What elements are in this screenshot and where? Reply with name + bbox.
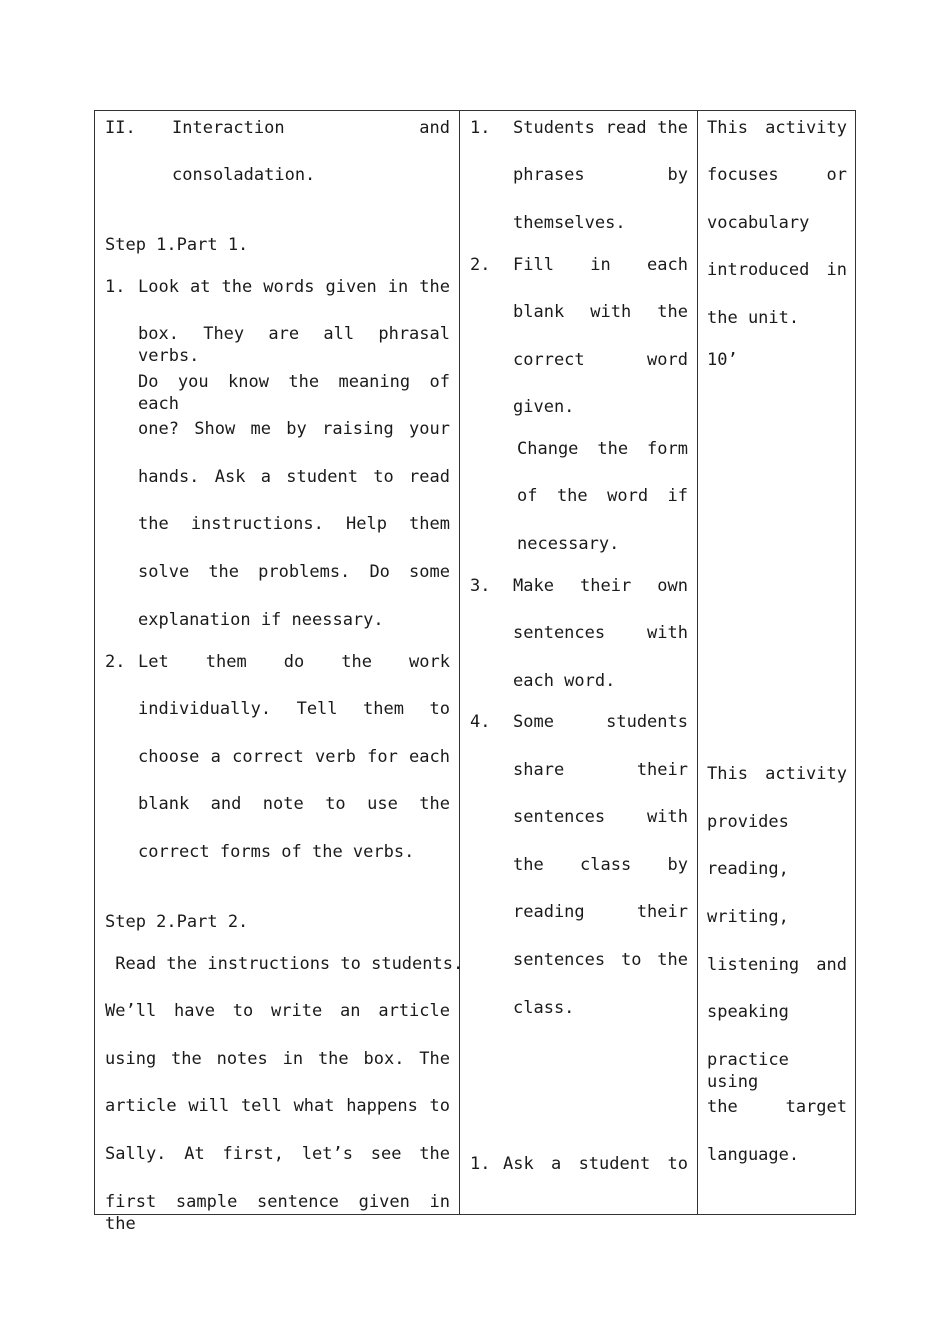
student-activity-column <box>460 111 698 1214</box>
item4-line: sentences with <box>513 807 688 827</box>
note1-line: vocabulary <box>707 213 810 233</box>
paragraph-line: We’ll have to write an article <box>105 1001 450 1021</box>
item5-line: Ask a student to <box>503 1154 688 1174</box>
step2-heading: Step 2.Part 2. <box>105 912 249 932</box>
item-number: 3. <box>470 576 491 596</box>
item-number: 4. <box>470 712 491 732</box>
item3-line: Make their own <box>513 576 688 596</box>
item2-line: correct forms of the verbs. <box>138 842 415 862</box>
item1-line: the instructions. Help them <box>138 514 450 534</box>
note2-line: practice using <box>707 1050 789 1092</box>
note1-line: focuses or <box>707 165 847 185</box>
item4-line: sentences to the <box>513 950 688 970</box>
item2-line: blank with the <box>513 302 688 322</box>
paragraph-line: Read the instructions to students. <box>105 954 464 974</box>
note2-line: writing, <box>707 907 789 927</box>
item1-line: hands. Ask a student to read <box>138 467 450 487</box>
time-allocation: 10’ <box>707 350 738 370</box>
section-title-word: and <box>419 118 450 138</box>
item4-line: class. <box>513 998 575 1018</box>
item2-line: given. <box>513 397 575 417</box>
item1-line: Do you know the meaning of each <box>138 372 450 414</box>
item1-line: Students read the <box>513 118 688 138</box>
note2-line: the target <box>707 1097 847 1117</box>
item4-line: reading their <box>513 902 688 922</box>
section-title-word: Interaction <box>172 118 285 138</box>
item2-line: blank and note to use the <box>138 794 450 814</box>
item1-line: solve the problems. Do some <box>138 562 450 582</box>
paragraph-line: first sample sentence given in the <box>105 1192 450 1234</box>
change-line: of the word if <box>517 486 688 506</box>
item1-line: themselves. <box>513 213 626 233</box>
note2-line: This activity <box>707 764 847 784</box>
item-number: 1. <box>470 118 491 138</box>
item2-line: individually. Tell them to <box>138 699 450 719</box>
note2-line: listening and <box>707 955 847 975</box>
change-line: necessary. <box>517 534 620 554</box>
item-number: 1. <box>105 277 126 297</box>
item1-line: one? Show me by raising your <box>138 419 450 439</box>
note2-line: provides <box>707 812 789 832</box>
paragraph-line: article will tell what happens to <box>105 1096 450 1116</box>
note2-line: language. <box>707 1145 800 1165</box>
note1-line: the unit. <box>707 308 800 328</box>
change-line: Change the form <box>517 439 688 459</box>
step1-heading: Step 1.Part 1. <box>105 235 249 255</box>
note1-line: This activity <box>707 118 847 138</box>
item1-line: Look at the words given in the <box>138 277 450 297</box>
section-title-continued: consoladation. <box>172 165 316 185</box>
section-number: II. <box>105 118 136 138</box>
item1-line: phrases by <box>513 165 688 185</box>
teacher-activity-column <box>95 111 464 1234</box>
item4-line: share their <box>513 760 688 780</box>
item-number: 1. <box>470 1154 491 1174</box>
purpose-column <box>698 111 856 1214</box>
paragraph-line: Sally. At first, let’s see the <box>105 1144 450 1164</box>
item3-line: each word. <box>513 671 616 691</box>
item2-line: choose a correct verb for each <box>138 747 450 767</box>
item1-line: box. They are all phrasal verbs. <box>138 324 450 366</box>
item2-line: Fill in each <box>513 255 688 275</box>
item-number: 2. <box>470 255 491 275</box>
item2-line: correct word <box>513 350 688 370</box>
item-number: 2. <box>105 652 126 672</box>
note2-line: speaking <box>707 1002 789 1022</box>
item2-line: Let them do the work <box>138 652 450 672</box>
item3-line: sentences with <box>513 623 688 643</box>
item1-line: explanation if neessary. <box>138 610 384 630</box>
lesson-plan-table <box>94 110 856 1234</box>
paragraph-line: using the notes in the box. The <box>105 1049 450 1069</box>
item4-line: the class by <box>513 855 688 875</box>
item4-line: Some students <box>513 712 688 732</box>
note1-line: introduced in <box>707 260 847 280</box>
note2-line: reading, <box>707 859 789 879</box>
